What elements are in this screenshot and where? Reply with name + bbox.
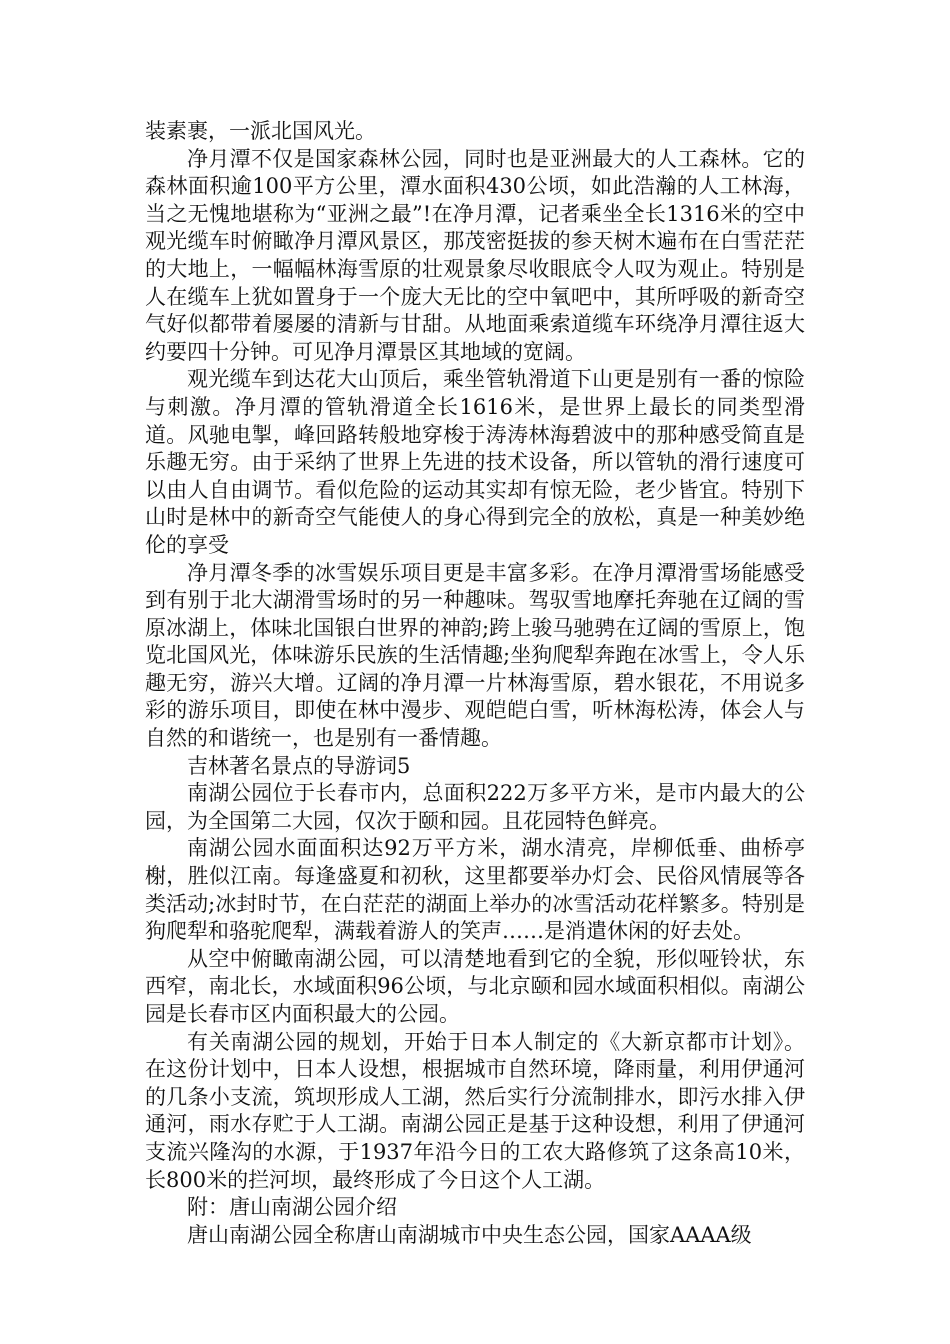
document-body	[145, 118, 805, 1249]
paragraph-winter-activities: 净月潭冬季的冰雪娱乐项目更是丰富多彩。在净月潭滑雪场能感受到有别于北大湖滑雪场时的另一种趣味。驾驭雪地摩托奔驰在辽阔的雪原冰湖上，体味北国银白世界的神韵;跨上骏马驰骋在辽阔的雪原上，饱览北国风光，体味游乐民族的生活情趣;坐狗爬犁奔跑在冰雪上，令人乐趣无穷，游兴大增。辽阔的净月潭一片林海雪原，碧水银花，不用说多彩的游乐项目，即使在林中漫步、观皑皑白雪，听林海松涛，体会人与自然的和谐统一，也是别有一番情趣。	[145, 560, 805, 751]
paragraph-continuation: 装素裹，一派北国风光。	[145, 119, 376, 143]
paragraph-jingyuetan-forest: 净月潭不仅是国家森林公园，同时也是亚洲最大的人工森林。它的森林面积逾100平方公里，潭水面积430公顷，如此浩瀚的人工林海，当之无愧地堪称为“亚洲之最”!在净月潭，记者乘坐全长1316米的空中观光缆车时俯瞰净月潭风景区，那茂密挺拔的参天树木遍布在白雪茫茫的大地上，一幅幅林海雪原的壮观景象尽收眼底令人叹为观止。特别是人在缆车上犹如置身于一个庞大无比的空中氧吧中，其所呼吸的新奇空气好似都带着屡屡的清新与甘甜。从地面乘索道缆车环绕净月潭往返大约要四十分钟。可见净月潭景区其地域的宽阔。	[145, 146, 805, 364]
paragraph-nanhu-water: 南湖公园水面面积达92万平方米，湖水清亮，岸柳低垂、曲桥亭榭，胜似江南。每逢盛夏和初秋，这里都要举办灯会、民俗风情展等各类活动;冰封时节，在白茫茫的湖面上举办的冰雪活动花样繁多。特别是狗爬犁和骆驼爬犁，满载着游人的笑声……是消遣休闲的好去处。	[145, 836, 805, 944]
paragraph-nanhu-intro: 南湖公园位于长春市内，总面积222万多平方米，是市内最大的公园，为全国第二大园，仅次于颐和园。且花园特色鲜亮。	[145, 781, 805, 833]
paragraph-slideway: 观光缆车到达花大山顶后，乘坐管轨滑道下山更是别有一番的惊险与刺激。净月潭的管轨滑道全长1616米，是世界上最长的同类型滑道。风驰电掣，峰回路转般地穿梭于涛涛林海碧波中的那种感受简直是乐趣无穷。由于采纳了世界上先进的技术设备，所以管轨的滑行速度可以由人自由调节。看似危险的运动其实却有惊无险，老少皆宜。特别下山时是林中的新奇空气能使人的身心得到完全的放松，真是一种美妙绝伦的享受	[145, 367, 805, 557]
section-heading-guide-5: 吉林著名景点的导游词5	[187, 753, 411, 778]
paragraph-nanhu-history: 有关南湖公园的规划，开始于日本人制定的《大新京都市计划》。在这份计划中，日本人设想，根据城市自然环境，降雨量，利用伊通河的几条小支流，筑坝形成人工湖，然后实行分流制排水，即污水排入伊通河，雨水存贮于人工湖。南湖公园正是基于这种设想，利用了伊通河支流兴隆沟的水源，于1937年沿今日的工农大路修筑了这条高10米，长800米的拦河坝，最终形成了今日这个人工湖。	[145, 1029, 805, 1192]
paragraph-nanhu-aerial: 从空中俯瞰南湖公园，可以清楚地看到它的全貌，形似哑铃状，东西窄，南北长，水域面积96公顷，与北京颐和园水域面积相似。南湖公园是长春市区内面积最大的公园。	[145, 946, 805, 1026]
section-heading-appendix: 附：唐山南湖公园介绍	[187, 1195, 397, 1220]
paragraph-tangshan-nanhu: 唐山南湖公园全称唐山南湖城市中央生态公园，国家AAAA级	[187, 1222, 752, 1247]
